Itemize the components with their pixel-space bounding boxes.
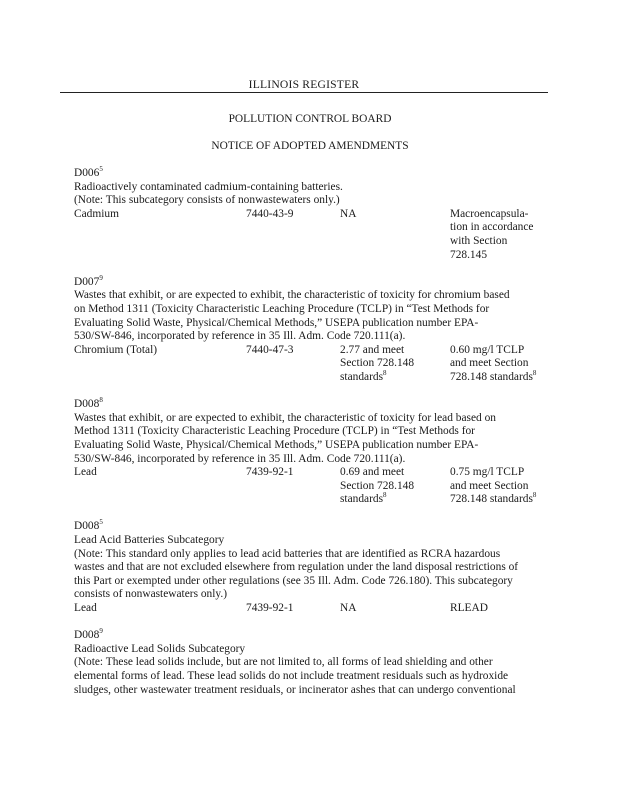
wastewater-standard [340,208,440,222]
description-line: (Note: These lead solids include, but are not limited to, all forms of lead shielding and other [74,656,493,669]
spacer [74,616,542,630]
spacer [74,385,542,399]
nonwastewater-line: Macroencapsula- [450,207,529,220]
register-header [60,78,548,94]
waste-code: $D008^5$ [74,518,103,533]
wastewater-line: standards$^8$ [340,491,387,506]
footnote-ref: 8 [383,491,387,500]
footnote-ref: 5 [99,165,103,173]
description-line: this Part or exempted under other regulations (see 35 Ill. Adm. Code 726.180). This subcategory [74,574,513,587]
footnote-ref: 9 [99,273,103,282]
description-line: Radioactive Lead Solids Subcategory [74,642,246,655]
wastewater-line: Section 728.148 [340,479,415,492]
description-line: (Note: This subcategory consists of nonwastewaters only.) [74,194,340,207]
description-line: 530/SW-846, incorporated by reference in 35 Ill. Adm. Code 720.111(a). [74,330,406,343]
description-line: Evaluating Solid Waste, Physical/Chemical Methods,” USEPA publication number EPA- [74,438,479,451]
spacer [74,262,542,276]
waste-code-entry [74,616,542,698]
description-line: Lead Acid Batteries Subcategory [74,534,225,547]
nonwastewater-line: 728.148 standards$^8$ [450,491,537,506]
treatment-standards-list [74,167,542,697]
cas-number: 7440-47-3 [246,343,294,356]
nonwastewater-line: and meet Section [450,357,529,370]
nonwastewater-standard [450,602,550,616]
description-line: Wastes that exhibit, or are expected to exhibit, the characteristic of toxicity for lead based on [74,411,496,424]
footnote-ref: 5 [99,518,103,527]
wastewater-line: 0.69 and meet [340,466,405,479]
description-line: sludges, other wastewater treatment residuals, or incinerator ashes that can undergo conventional [74,683,516,696]
waste-code: $D006^5$ [74,165,103,179]
nonwastewater-line: and meet Section [450,479,529,492]
wastewater-line: standards$^8$ [340,368,387,383]
footnote-ref: 8 [532,368,537,377]
description-line: (Note: This standard only applies to lead acid batteries that are identified as RCRA hazardous [74,547,501,560]
cas-number: 7439-92-1 [246,466,294,479]
waste-code: $D008^8$ [74,396,103,411]
constituent-name: Lead [74,602,97,615]
wastewater-line: NA [340,207,357,220]
nonwastewater-line: 728.148 standards$^8$ [450,368,537,383]
nonwastewater-line: 0.75 mg/l TCLP [450,466,525,479]
nonwastewater-standard [450,466,550,507]
standard-row [74,208,542,262]
footnote-ref: 9 [99,627,103,636]
description-line: Method 1311 (Toxicity Characteristic Leaching Procedure (TCLP) in “Test Methods for [74,425,475,438]
nonwastewater-line: 728.145 [450,248,488,261]
nonwastewater-standard [450,344,550,385]
footnote-ref: 8 [383,368,387,377]
waste-code: $D008^9$ [74,627,103,642]
description-line: Radioactively contaminated cadmium-containing batteries. [74,180,343,193]
waste-code-entry [74,385,542,507]
standard-row [74,602,542,616]
footnote-ref: 8 [99,396,103,405]
waste-code-entry [74,507,542,616]
standard-row [74,466,542,507]
standard-row [74,344,542,385]
nonwastewater-line: tion in accordance [450,221,534,234]
waste-code: $D007^9$ [74,273,103,288]
nonwastewater-line: RLEAD [450,602,488,615]
description-line: Evaluating Solid Waste, Physical/Chemical Methods,” USEPA publication number EPA- [74,316,479,329]
wastewater-line: Section 728.148 [340,357,415,370]
notice-title: NOTICE OF ADOPTED AMENDMENTS [211,140,409,152]
waste-code-entry [74,167,542,262]
nonwastewater-line: with Section [450,234,508,247]
cas-number: 7439-92-1 [246,602,294,615]
register-title: ILLINOIS REGISTER [248,78,360,91]
description-line: consists of nonwastewaters only.) [74,588,228,601]
wastewater-standard [340,344,440,385]
constituent-name: Lead [74,466,97,479]
wastewater-line: NA [340,602,357,615]
description-line: wastes and that are not excluded elsewhere from regulation under the land disposal restrictions of [74,561,519,574]
wastewater-standard [340,466,440,507]
header-rule [60,92,548,93]
description-line: Wastes that exhibit, or are expected to exhibit, the characteristic of toxicity for chromium based [74,289,510,302]
cas-number: 7440-43-9 [246,207,294,220]
nonwastewater-line: 0.60 mg/l TCLP [450,343,525,356]
description-line: elemental forms of lead. These lead solids do not include treatment residuals such as hydroxide [74,670,509,683]
nonwastewater-standard [450,208,550,262]
wastewater-standard [340,602,440,616]
board-title: POLLUTION CONTROL BOARD [228,113,392,125]
waste-code-entry [74,262,542,384]
footnote-ref: 8 [532,491,537,500]
description-line: on Method 1311 (Toxicity Characteristic Leaching Procedure (TCLP) in “Test Methods for [74,302,490,315]
wastewater-line: 2.77 and meet [340,343,405,356]
constituent-name: Chromium (Total) [74,343,158,356]
description-line: 530/SW-846, incorporated by reference in 35 Ill. Adm. Code 720.111(a). [74,452,406,465]
constituent-name: Cadmium [74,207,119,220]
spacer [74,507,542,521]
